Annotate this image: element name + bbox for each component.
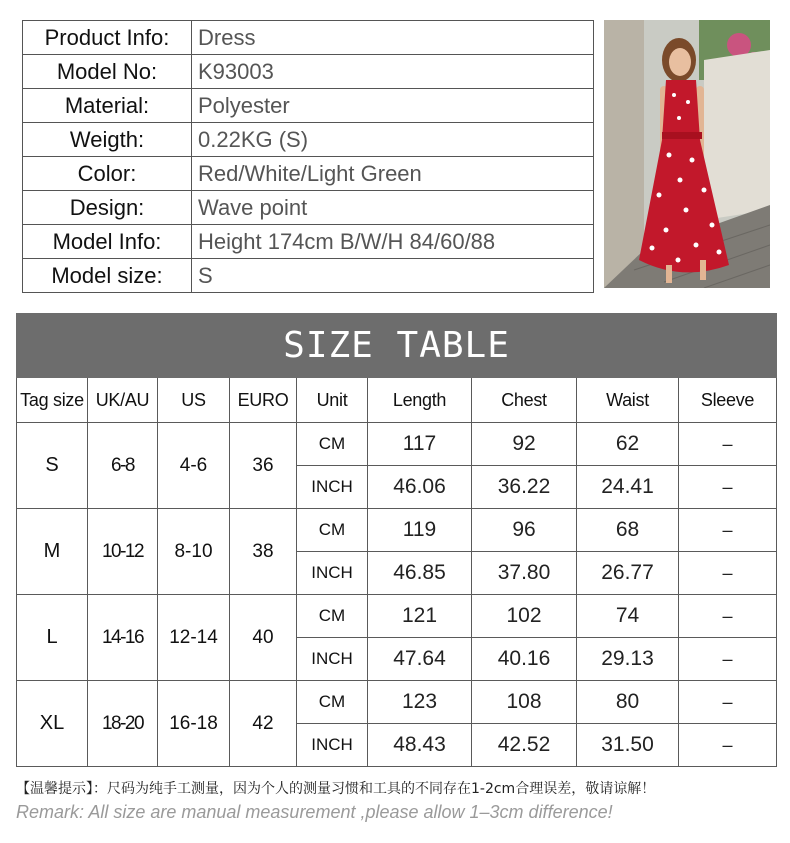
info-row-model-no	[23, 55, 594, 89]
table-row	[17, 509, 777, 552]
info-label: Model No:	[23, 55, 192, 89]
info-value: Height 174cm B/W/H 84/60/88	[192, 225, 594, 259]
sleeve-cell: –	[679, 552, 777, 595]
size-table-title: SIZE TABLE	[17, 314, 777, 378]
uk-size-cell: 18-20	[88, 681, 158, 767]
info-value: Dress	[192, 21, 594, 55]
sleeve-cell: –	[679, 466, 777, 509]
uk-size-cell: 6-8	[88, 423, 158, 509]
waist-cell: 26.77	[577, 552, 679, 595]
header-us: US	[158, 378, 230, 423]
info-label: Color:	[23, 157, 192, 191]
unit-cell: INCH	[297, 552, 368, 595]
info-row-weight	[23, 123, 594, 157]
header-euro: EURO	[230, 378, 297, 423]
tag-size-cell: S	[17, 423, 88, 509]
info-label: Product Info:	[23, 21, 192, 55]
euro-size-cell: 40	[230, 595, 297, 681]
info-row-model-size	[23, 259, 594, 293]
table-row	[17, 595, 777, 638]
length-cell: 47.64	[368, 638, 472, 681]
waist-cell: 68	[577, 509, 679, 552]
header-tag-size: Tag size	[17, 378, 88, 423]
euro-size-cell: 36	[230, 423, 297, 509]
us-size-cell: 4-6	[158, 423, 230, 509]
chest-cell: 96	[472, 509, 577, 552]
unit-cell: INCH	[297, 466, 368, 509]
chest-cell: 108	[472, 681, 577, 724]
length-cell: 119	[368, 509, 472, 552]
table-row	[17, 681, 777, 724]
chest-cell: 37.80	[472, 552, 577, 595]
info-value: Red/White/Light Green	[192, 157, 594, 191]
info-row-design	[23, 191, 594, 225]
chest-cell: 36.22	[472, 466, 577, 509]
info-row-model-info	[23, 225, 594, 259]
waist-cell: 31.50	[577, 724, 679, 767]
chest-cell: 42.52	[472, 724, 577, 767]
unit-cell: CM	[297, 595, 368, 638]
sleeve-cell: –	[679, 423, 777, 466]
us-size-cell: 16-18	[158, 681, 230, 767]
info-value: S	[192, 259, 594, 293]
us-size-cell: 8-10	[158, 509, 230, 595]
sleeve-cell: –	[679, 638, 777, 681]
sleeve-cell: –	[679, 681, 777, 724]
sleeve-cell: –	[679, 724, 777, 767]
unit-cell: INCH	[297, 638, 368, 681]
euro-size-cell: 38	[230, 509, 297, 595]
header-sleeve: Sleeve	[679, 378, 777, 423]
sleeve-cell: –	[679, 509, 777, 552]
info-label: Design:	[23, 191, 192, 225]
info-value: 0.22KG (S)	[192, 123, 594, 157]
chest-cell: 92	[472, 423, 577, 466]
chest-cell: 40.16	[472, 638, 577, 681]
info-label: Material:	[23, 89, 192, 123]
tag-size-cell: M	[17, 509, 88, 595]
waist-cell: 62	[577, 423, 679, 466]
model-illustration	[604, 20, 770, 288]
header-chest: Chest	[472, 378, 577, 423]
size-table-header	[17, 378, 777, 423]
info-value: Polyester	[192, 89, 594, 123]
info-row-product	[23, 21, 594, 55]
length-cell: 121	[368, 595, 472, 638]
info-label: Model size:	[23, 259, 192, 293]
info-label: Weigth:	[23, 123, 192, 157]
header-uk-au: UK/AU	[88, 378, 158, 423]
sleeve-cell: –	[679, 595, 777, 638]
tag-size-cell: XL	[17, 681, 88, 767]
waist-cell: 80	[577, 681, 679, 724]
english-remark: Remark: All size are manual measurement ,please allow 1–3cm difference!	[16, 802, 613, 822]
product-info-table	[22, 20, 594, 293]
waist-cell: 29.13	[577, 638, 679, 681]
uk-size-cell: 14-16	[88, 595, 158, 681]
length-cell: 117	[368, 423, 472, 466]
header-length: Length	[368, 378, 472, 423]
info-label: Model Info:	[23, 225, 192, 259]
product-photo	[604, 20, 770, 288]
waist-cell: 24.41	[577, 466, 679, 509]
length-cell: 48.43	[368, 724, 472, 767]
uk-size-cell: 10-12	[88, 509, 158, 595]
unit-cell: CM	[297, 681, 368, 724]
waist-cell: 74	[577, 595, 679, 638]
info-value: Wave point	[192, 191, 594, 225]
header-waist: Waist	[577, 378, 679, 423]
chest-cell: 102	[472, 595, 577, 638]
us-size-cell: 12-14	[158, 595, 230, 681]
unit-cell: INCH	[297, 724, 368, 767]
length-cell: 46.06	[368, 466, 472, 509]
unit-cell: CM	[297, 423, 368, 466]
tag-size-cell: L	[17, 595, 88, 681]
size-table	[16, 313, 777, 767]
info-row-material	[23, 89, 594, 123]
table-row	[17, 423, 777, 466]
length-cell: 46.85	[368, 552, 472, 595]
unit-cell: CM	[297, 509, 368, 552]
length-cell: 123	[368, 681, 472, 724]
euro-size-cell: 42	[230, 681, 297, 767]
info-row-color	[23, 157, 594, 191]
info-value: K93003	[192, 55, 594, 89]
header-unit: Unit	[297, 378, 368, 423]
chinese-remark: 【温馨提示】：尺码为纯手工测量，因为个人的测量习惯和工具的不同存在1-2cm合理误差，敬请谅解！	[16, 781, 656, 797]
